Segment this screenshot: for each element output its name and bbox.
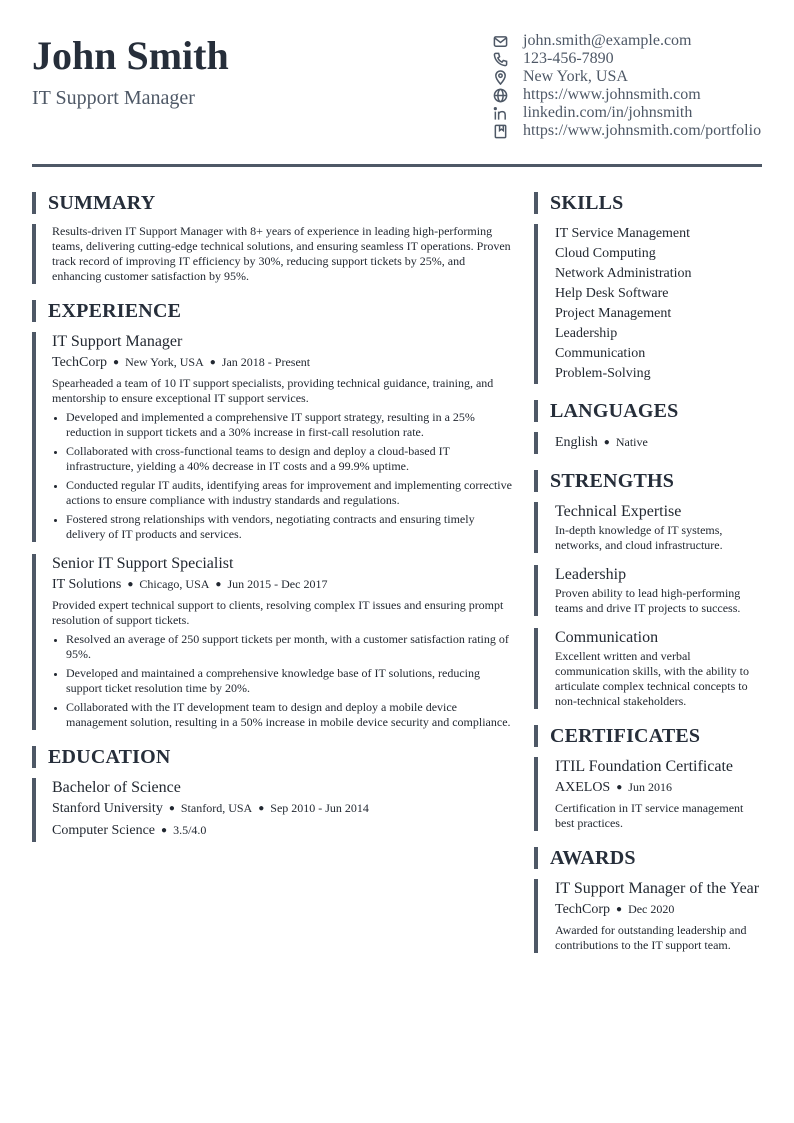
contact-website[interactable]	[492, 86, 782, 104]
certificates-heading: CERTIFICATES	[534, 725, 764, 747]
portfolio-icon	[492, 123, 508, 139]
language-level: Native	[615, 435, 648, 449]
contact-website-text: https://www.johnsmith.com	[523, 86, 701, 103]
certificate-title: ITIL Foundation Certificate	[555, 758, 734, 775]
strength-text: Excellent written and verbal communication skills, with the ability to articulate complex technical concepts to non-technical stakeholders.	[555, 649, 749, 708]
field-meta	[52, 820, 512, 842]
separator-dot: ●	[616, 904, 623, 915]
achievement-item: • Collaborated with cross-functional teams to design and deploy a cloud-based IT infrastructure, yielding a 40% decrease in IT costs and a 99.9% uptime.	[66, 444, 512, 474]
globe-icon	[492, 87, 508, 103]
separator-dot: ●	[258, 803, 265, 814]
contact-email-text: john.smith@example.com	[523, 32, 692, 49]
language-name: English	[555, 435, 598, 450]
award-meta	[555, 899, 764, 921]
contact-phone-text: 123-456-7890	[523, 50, 614, 67]
contact-list	[492, 32, 782, 140]
degree-title: Bachelor of Science	[52, 779, 181, 796]
skills-list	[534, 224, 764, 384]
summary-text: Results-driven IT Support Manager with 8+ years of experience in leading high-performing teams, delivering cutting-edge technical solutions, and ensuring seamless IT operations. Proven track record of improving IT efficiency by 30%, reducing support tickets by 25%, and enhancing customer satisfaction by 95%.	[32, 224, 512, 284]
school-location: Stanford, USA	[180, 801, 253, 815]
job-company: TechCorp	[52, 355, 108, 370]
separator-dot: ●	[113, 357, 120, 368]
job-meta	[52, 352, 512, 374]
school-dates: Sep 2010 - Jun 2014	[270, 801, 369, 815]
award-text: Awarded for outstanding leadership and contributions to the IT support team.	[555, 923, 747, 952]
gpa: 3.5/4.0	[173, 823, 207, 837]
skill-item: Project Management	[555, 306, 672, 321]
job-description: Provided expert technical support to clients, resolving complex IT issues and ensuring prompt resolution of support tickets.	[52, 598, 504, 627]
certificates-section	[534, 725, 764, 831]
achievement-item: • Resolved an average of 250 support tickets per month, with a customer satisfaction rating of 95%.	[66, 632, 512, 662]
separator-dot: ●	[127, 579, 134, 590]
award-item	[534, 879, 764, 953]
achievement-item: • Fostered strong relationships with vendors, negotiating contracts and ensuring timely delivery of IT products and services.	[66, 512, 512, 542]
resume-header	[32, 30, 762, 139]
strength-item	[534, 565, 764, 616]
location-icon	[492, 69, 508, 85]
language-item	[534, 432, 764, 454]
contact-location	[492, 68, 782, 86]
awards-heading: AWARDS	[534, 847, 764, 869]
school-name: Stanford University	[52, 801, 163, 816]
separator-dot: ●	[215, 579, 222, 590]
job-company: IT Solutions	[52, 577, 122, 592]
certificate-issuer: AXELOS	[555, 780, 611, 795]
separator-dot: ●	[161, 825, 168, 836]
award-title: IT Support Manager of the Year	[555, 880, 760, 897]
separator-dot: ●	[209, 357, 216, 368]
mail-icon	[492, 33, 508, 49]
experience-entry	[32, 554, 512, 730]
skill-item: Cloud Computing	[555, 246, 656, 261]
field-of-study: Computer Science	[52, 823, 156, 838]
education-heading: EDUCATION	[32, 746, 512, 768]
contact-linkedin[interactable]	[492, 104, 782, 122]
award-issuer: TechCorp	[555, 902, 611, 917]
skills-heading: SKILLS	[534, 192, 764, 214]
experience-heading: EXPERIENCE	[32, 300, 512, 322]
education-section	[32, 746, 512, 842]
separator-dot: ●	[603, 437, 610, 448]
strength-item	[534, 628, 764, 709]
strengths-section	[534, 470, 764, 709]
contact-linkedin-text: linkedin.com/in/johnsmith	[523, 104, 693, 121]
education-entry	[32, 778, 512, 842]
skill-item: IT Service Management	[555, 226, 691, 241]
linkedin-icon	[492, 105, 508, 121]
certificate-meta	[555, 777, 764, 799]
candidate-name: John Smith	[32, 33, 229, 78]
job-dates: Jun 2015 - Dec 2017	[227, 577, 328, 591]
header-divider	[32, 164, 762, 167]
languages-heading: LANGUAGES	[534, 400, 764, 422]
contact-portfolio-text: https://www.johnsmith.com/portfolio	[523, 122, 762, 139]
strength-text: In-depth knowledge of IT systems, networks, and cloud infrastructure.	[555, 523, 723, 552]
strength-item	[534, 502, 764, 553]
contact-location-text: New York, USA	[523, 68, 628, 85]
award-date: Dec 2020	[628, 902, 675, 916]
left-column	[32, 192, 512, 858]
certificate-item	[534, 757, 764, 831]
awards-section	[534, 847, 764, 953]
separator-dot: ●	[616, 782, 623, 793]
skill-item: Communication	[555, 346, 646, 361]
job-title: Senior IT Support Specialist	[52, 555, 234, 572]
strengths-heading: STRENGTHS	[534, 470, 764, 492]
strength-text: Proven ability to lead high-performing teams and drive IT projects to success.	[555, 586, 741, 615]
school-meta	[52, 798, 512, 820]
skill-item: Problem-Solving	[555, 366, 651, 381]
job-achievements	[52, 410, 512, 542]
summary-heading: SUMMARY	[32, 192, 512, 214]
job-location: Chicago, USA	[139, 577, 210, 591]
job-meta	[52, 574, 512, 596]
experience-section	[32, 300, 512, 730]
strength-title: Communication	[555, 629, 659, 646]
experience-entry	[32, 332, 512, 542]
skill-item: Network Administration	[555, 266, 692, 281]
achievement-item: • Conducted regular IT audits, identifying areas for improvement and implementing corrective actions to ensure compliance with industry standards and regulations.	[66, 478, 512, 508]
job-dates: Jan 2018 - Present	[221, 355, 311, 369]
achievement-item: • Collaborated with the IT development team to design and deploy a mobile device management solution, resulting in a 50% increase in mobile device security and compliance.	[66, 700, 512, 730]
phone-icon	[492, 51, 508, 67]
achievement-item: • Developed and maintained a comprehensive knowledge base of IT solutions, reducing support ticket resolution time by 20%.	[66, 666, 512, 696]
candidate-title: IT Support Manager	[32, 87, 195, 109]
certificate-text: Certification in IT service management best practices.	[555, 801, 744, 830]
job-location: New York, USA	[125, 355, 204, 369]
certificate-date: Jun 2016	[628, 780, 672, 794]
job-achievements	[52, 632, 512, 730]
achievement-item: • Developed and implemented a comprehensive IT support strategy, resulting in a 25% reduction in support tickets and a 30% increase in first-call resolution rate.	[66, 410, 512, 440]
skill-item: Leadership	[555, 326, 618, 341]
job-description: Spearheaded a team of 10 IT support specialists, providing technical guidance, training, and mentorship to ensure exceptional IT support services.	[52, 376, 494, 405]
skills-section	[534, 192, 764, 384]
strength-title: Technical Expertise	[555, 503, 682, 520]
languages-section	[534, 400, 764, 454]
summary-section	[32, 192, 512, 284]
strength-title: Leadership	[555, 566, 627, 583]
right-column	[534, 192, 764, 969]
contact-portfolio[interactable]	[492, 122, 782, 140]
contact-phone[interactable]	[492, 50, 782, 68]
separator-dot: ●	[168, 803, 175, 814]
job-title: IT Support Manager	[52, 333, 183, 350]
skill-item: Help Desk Software	[555, 286, 669, 301]
contact-email[interactable]	[492, 32, 782, 50]
